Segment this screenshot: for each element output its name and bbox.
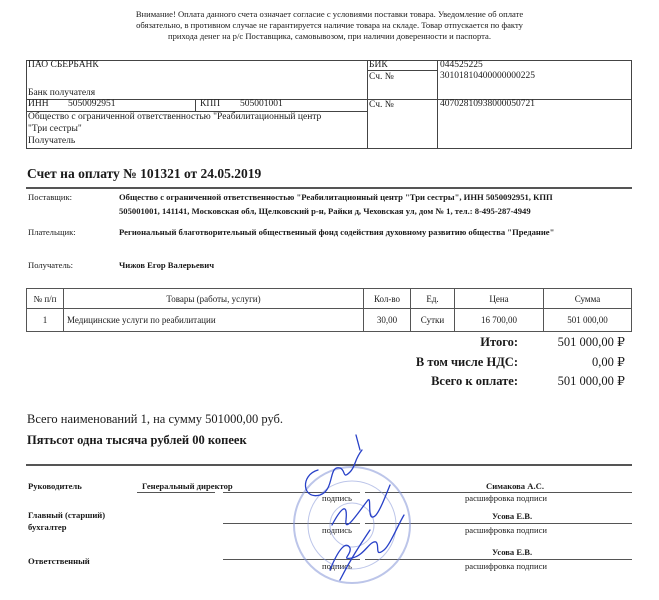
corr-account-value: 30101810400000000225 bbox=[440, 71, 535, 81]
accountant-label-line1: Главный (старший) bbox=[28, 510, 106, 520]
notice-line: Внимание! Оплата данного счета означает согласие с условиями поставки товара. Уведомление об оплате bbox=[135, 9, 524, 19]
responsible-label: Ответственный bbox=[28, 556, 90, 566]
cell-unit: Сутки bbox=[411, 309, 455, 332]
col-header-sum: Сумма bbox=[544, 289, 632, 309]
kpp-value: 505001001 bbox=[240, 99, 283, 109]
cell-goods: Медицинские услуги по реабилитации bbox=[64, 309, 364, 332]
payment-notice bbox=[0, 9, 659, 42]
account-label: Сч. № bbox=[369, 100, 394, 110]
due-value: 501 000,00 ₽ bbox=[557, 374, 625, 388]
notice-line: обязательно, в противном случае не гарантируется наличие товара на складе. Товар отпускается по факту bbox=[136, 20, 523, 30]
bank-label: Банк получателя bbox=[28, 88, 96, 98]
total-value: 501 000,00 ₽ bbox=[557, 335, 625, 349]
stamp-and-signatures bbox=[280, 430, 420, 600]
notice-line: прихода денег на р/с Поставщика, самовывозом, при наличии доверенности и паспорта. bbox=[168, 31, 491, 41]
col-header-number: № п/п bbox=[27, 289, 64, 309]
due-label: Всего к оплате: bbox=[431, 374, 518, 388]
title-divider bbox=[26, 187, 632, 189]
decode-caption: расшифровка подписи bbox=[465, 525, 548, 535]
kpp-label: КПП bbox=[200, 99, 221, 109]
bik-label: БИК bbox=[369, 60, 388, 70]
payer-label: Плательщик: bbox=[28, 227, 76, 237]
inn-value: 5050092951 bbox=[68, 99, 116, 109]
vat-label: В том числе НДС: bbox=[415, 354, 518, 369]
vat-value: 0,00 ₽ bbox=[592, 354, 625, 369]
supplier-line1: Общество с ограниченной ответственностью "Реабилитационный центр "Три сестры", ИНН 5050092951, КПП bbox=[119, 192, 553, 202]
items-count-summary: Всего наименований 1, на сумму 501000,00 руб. bbox=[27, 412, 284, 426]
amount-in-words: Пятьсот одна тысяча рублей 00 копеек bbox=[27, 433, 247, 447]
decode-caption: расшифровка подписи bbox=[465, 561, 548, 571]
account-value: 40702810938000050721 bbox=[440, 99, 535, 109]
cell-number: 1 bbox=[27, 309, 64, 332]
decode-caption: расшифровка подписи bbox=[465, 493, 548, 503]
col-header-price: Цена bbox=[455, 289, 544, 309]
payer-value: Региональный благотворительный общественный фонд содействия духовному развитию общества "Предание" bbox=[119, 227, 555, 237]
cell-price: 16 700,00 bbox=[455, 309, 544, 332]
recipient-name-line2: "Три сестры" bbox=[28, 124, 82, 134]
cell-sum: 501 000,00 bbox=[544, 309, 632, 332]
recipient-name-line1: Общество с ограниченной ответственностью "Реабилитационный центр bbox=[28, 112, 322, 122]
accountant-name: Усова Е.В. bbox=[492, 511, 533, 521]
position-line bbox=[137, 492, 215, 493]
handwritten-signature bbox=[305, 435, 404, 580]
bank-name: ПАО СБЕРБАНК bbox=[28, 60, 99, 70]
col-header-qty: Кол-во bbox=[364, 289, 411, 309]
table-header-row bbox=[27, 289, 632, 309]
accountant-label-line2: бухгалтер bbox=[28, 522, 67, 532]
invoice-title: Счет на оплату № 101321 от 24.05.2019 bbox=[27, 166, 262, 181]
col-header-unit: Ед. bbox=[411, 289, 455, 309]
responsible-name: Усова Е.В. bbox=[492, 547, 533, 557]
table-row bbox=[27, 309, 632, 332]
head-name: Симакова А.С. bbox=[486, 481, 544, 491]
supplier-line2: 505001001, 141141, Московская обл, Щелковский р-н, Райки д, Чеховская ул, дом № 1, тел.: 8-495-287-4949 bbox=[119, 206, 531, 216]
corr-account-label: Сч. № bbox=[369, 72, 394, 82]
col-header-goods: Товары (работы, услуги) bbox=[64, 289, 364, 309]
total-label: Итого: bbox=[480, 335, 518, 349]
receiver-label: Получатель: bbox=[28, 260, 74, 270]
bik-value: 044525225 bbox=[440, 60, 483, 70]
company-stamp bbox=[294, 467, 410, 583]
sign-caption: подпись bbox=[322, 561, 352, 571]
supplier-label: Поставщик: bbox=[28, 192, 73, 202]
items-table bbox=[26, 288, 632, 332]
receiver-value: Чижов Егор Валерьевич bbox=[119, 260, 215, 270]
cell-qty: 30,00 bbox=[364, 309, 411, 332]
recipient-label: Получатель bbox=[28, 136, 76, 146]
head-label: Руководитель bbox=[28, 481, 82, 491]
head-position: Генеральный директор bbox=[142, 481, 233, 491]
inn-label: ИНН bbox=[28, 99, 49, 109]
totals-values bbox=[558, 333, 625, 392]
totals-labels bbox=[416, 333, 518, 392]
sign-caption: подпись bbox=[322, 525, 352, 535]
sign-caption: подпись bbox=[322, 493, 352, 503]
